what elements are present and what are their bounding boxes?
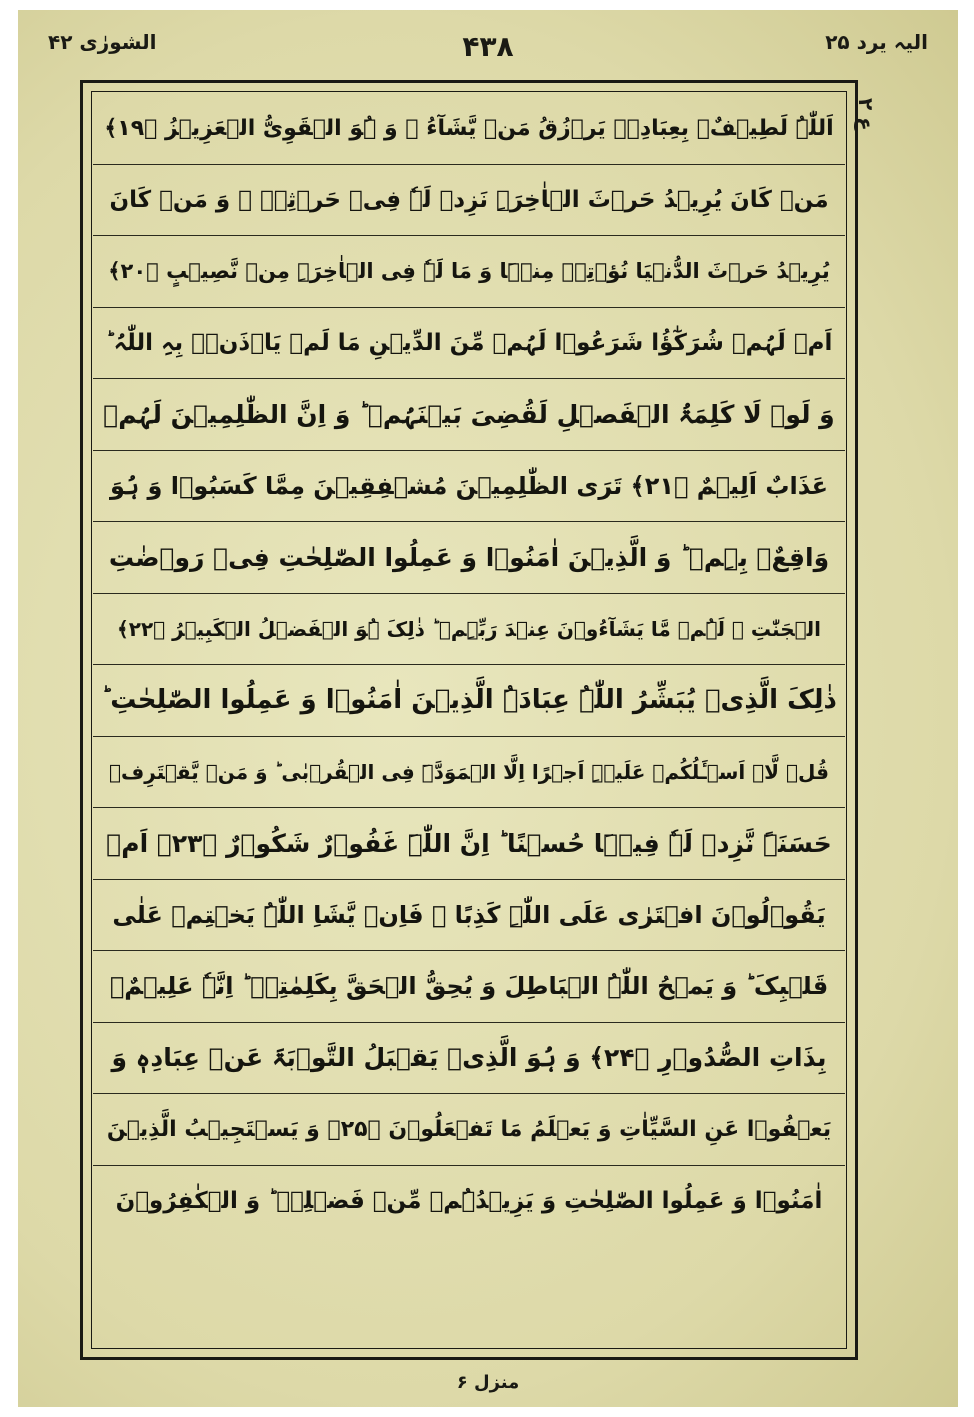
verse-line: یَعۡفُوۡا عَنِ السَّیِّاٰتِ وَ یَعۡلَمُ مَا تَفۡعَلُوۡنَ ﴿۲۵﴾ وَ یَسۡتَجِیۡبُ الَّذِیۡنَ [93, 1094, 845, 1166]
verse-line: عَذَابٌ اَلِیۡمٌ ﴿۲۱﴾ تَرَی الظّٰلِمِیۡنَ مُشۡفِقِیۡنَ مِمَّا کَسَبُوۡا وَ ہُوَ [93, 451, 845, 523]
verse-line: حَسَنَۃً نَّزِدۡ لَہٗ فِیۡہَا حُسۡنًا ؕ اِنَّ اللّٰہَ غَفُوۡرٌ شَکُوۡرٌ ﴿۲۳﴾ اَمۡ [93, 808, 845, 880]
verse-line: مَنۡ کَانَ یُرِیۡدُ حَرۡثَ الۡاٰخِرَۃِ نَزِدۡ لَہٗ فِیۡ حَرۡثِہٖ ۚ وَ مَنۡ کَانَ [93, 165, 845, 237]
manzil-footer: منزل ۶ [456, 1372, 520, 1393]
verse-line: الۡجَنّٰتِ ۚ لَہُمۡ مَّا یَشَآءُوۡنَ عِنۡدَ رَبِّہِمۡ ؕ ذٰلِکَ ہُوَ الۡفَضۡلُ الۡکَبِیۡرُ ﴿۲۲﴾ [93, 594, 845, 666]
juz-name: الیہ یرد ۲۵ [825, 30, 928, 54]
verse-lines [93, 93, 845, 1347]
verse-line: اٰمَنُوۡا وَ عَمِلُوا الصّٰلِحٰتِ وَ یَزِیۡدُہُمۡ مِّنۡ فَضۡلِہٖ ؕ وَ الۡکٰفِرُوۡنَ [115, 1188, 823, 1215]
surah-name: الشورٰی ۴۲ [48, 30, 157, 54]
verse-line: وَاقِعٌۢ بِہِمۡ ؕ وَ الَّذِیۡنَ اٰمَنُوۡا وَ عَمِلُوا الصّٰلِحٰتِ فِیۡ رَوۡضٰتِ [93, 522, 845, 594]
verse-line: قَلۡبِکَ ؕ وَ یَمۡحُ اللّٰہُ الۡبَاطِلَ وَ یُحِقُّ الۡحَقَّ بِکَلِمٰتِہٖ ؕ اِنَّہٗ عَلِیۡمٌۢ [93, 951, 845, 1023]
verse-line: یَقُوۡلُوۡنَ افۡتَرٰی عَلَی اللّٰہِ کَذِبًا ۚ فَاِنۡ یَّشَاِ اللّٰہُ یَخۡتِمۡ عَلٰی [93, 880, 845, 952]
verse-line: ذٰلِکَ الَّذِیۡ یُبَشِّرُ اللّٰہُ عِبَادَہُ الَّذِیۡنَ اٰمَنُوۡا وَ عَمِلُوا الصّٰلِحٰتِ ؕ [93, 665, 845, 737]
verse-line: یُرِیۡدُ حَرۡثَ الدُّنۡیَا نُؤۡتِہٖ مِنۡہَا وَ مَا لَہٗ فِی الۡاٰخِرَۃِ مِنۡ نَّصِیۡبٍ ﴿۲۰﴾ [93, 236, 845, 308]
mushaf-page [18, 10, 958, 1407]
page-number: ۴۳۸ [462, 30, 514, 63]
verse-line: بِذَاتِ الصُّدُوۡرِ ﴿۲۴﴾ وَ ہُوَ الَّذِیۡ یَقۡبَلُ التَّوۡبَۃَ عَنۡ عِبَادِہٖ وَ [93, 1023, 845, 1095]
verse-line: وَ لَوۡ لَا کَلِمَۃُ الۡفَصۡلِ لَقُضِیَ بَیۡنَہُمۡ ؕ وَ اِنَّ الظّٰلِمِیۡنَ لَہُمۡ [93, 379, 845, 451]
verse-line: قُلۡ لَّاۤ اَسۡـَٔلُکُمۡ عَلَیۡہِ اَجۡرًا اِلَّا الۡمَوَدَّۃَ فِی الۡقُرۡبٰی ؕ وَ مَنۡ یَّقۡتَرِفۡ [93, 737, 845, 809]
verse-line: اَمۡ لَہُمۡ شُرَکٰٓؤُا شَرَعُوۡا لَہُمۡ مِّنَ الدِّیۡنِ مَا لَمۡ یَاۡذَنۡۢ بِہِ اللّٰہُ ؕ [93, 308, 845, 380]
verse-line: اَللّٰہُ لَطِیۡفٌۢ بِعِبَادِہٖ یَرۡزُقُ مَنۡ یَّشَآءُ ۚ وَ ہُوَ الۡقَوِیُّ الۡعَزِیۡزُ ﴿۱۹﴾ [93, 93, 845, 165]
text-frame [80, 80, 858, 1360]
ruku-marker: ع ۲ [854, 98, 878, 131]
page-header [48, 30, 928, 70]
